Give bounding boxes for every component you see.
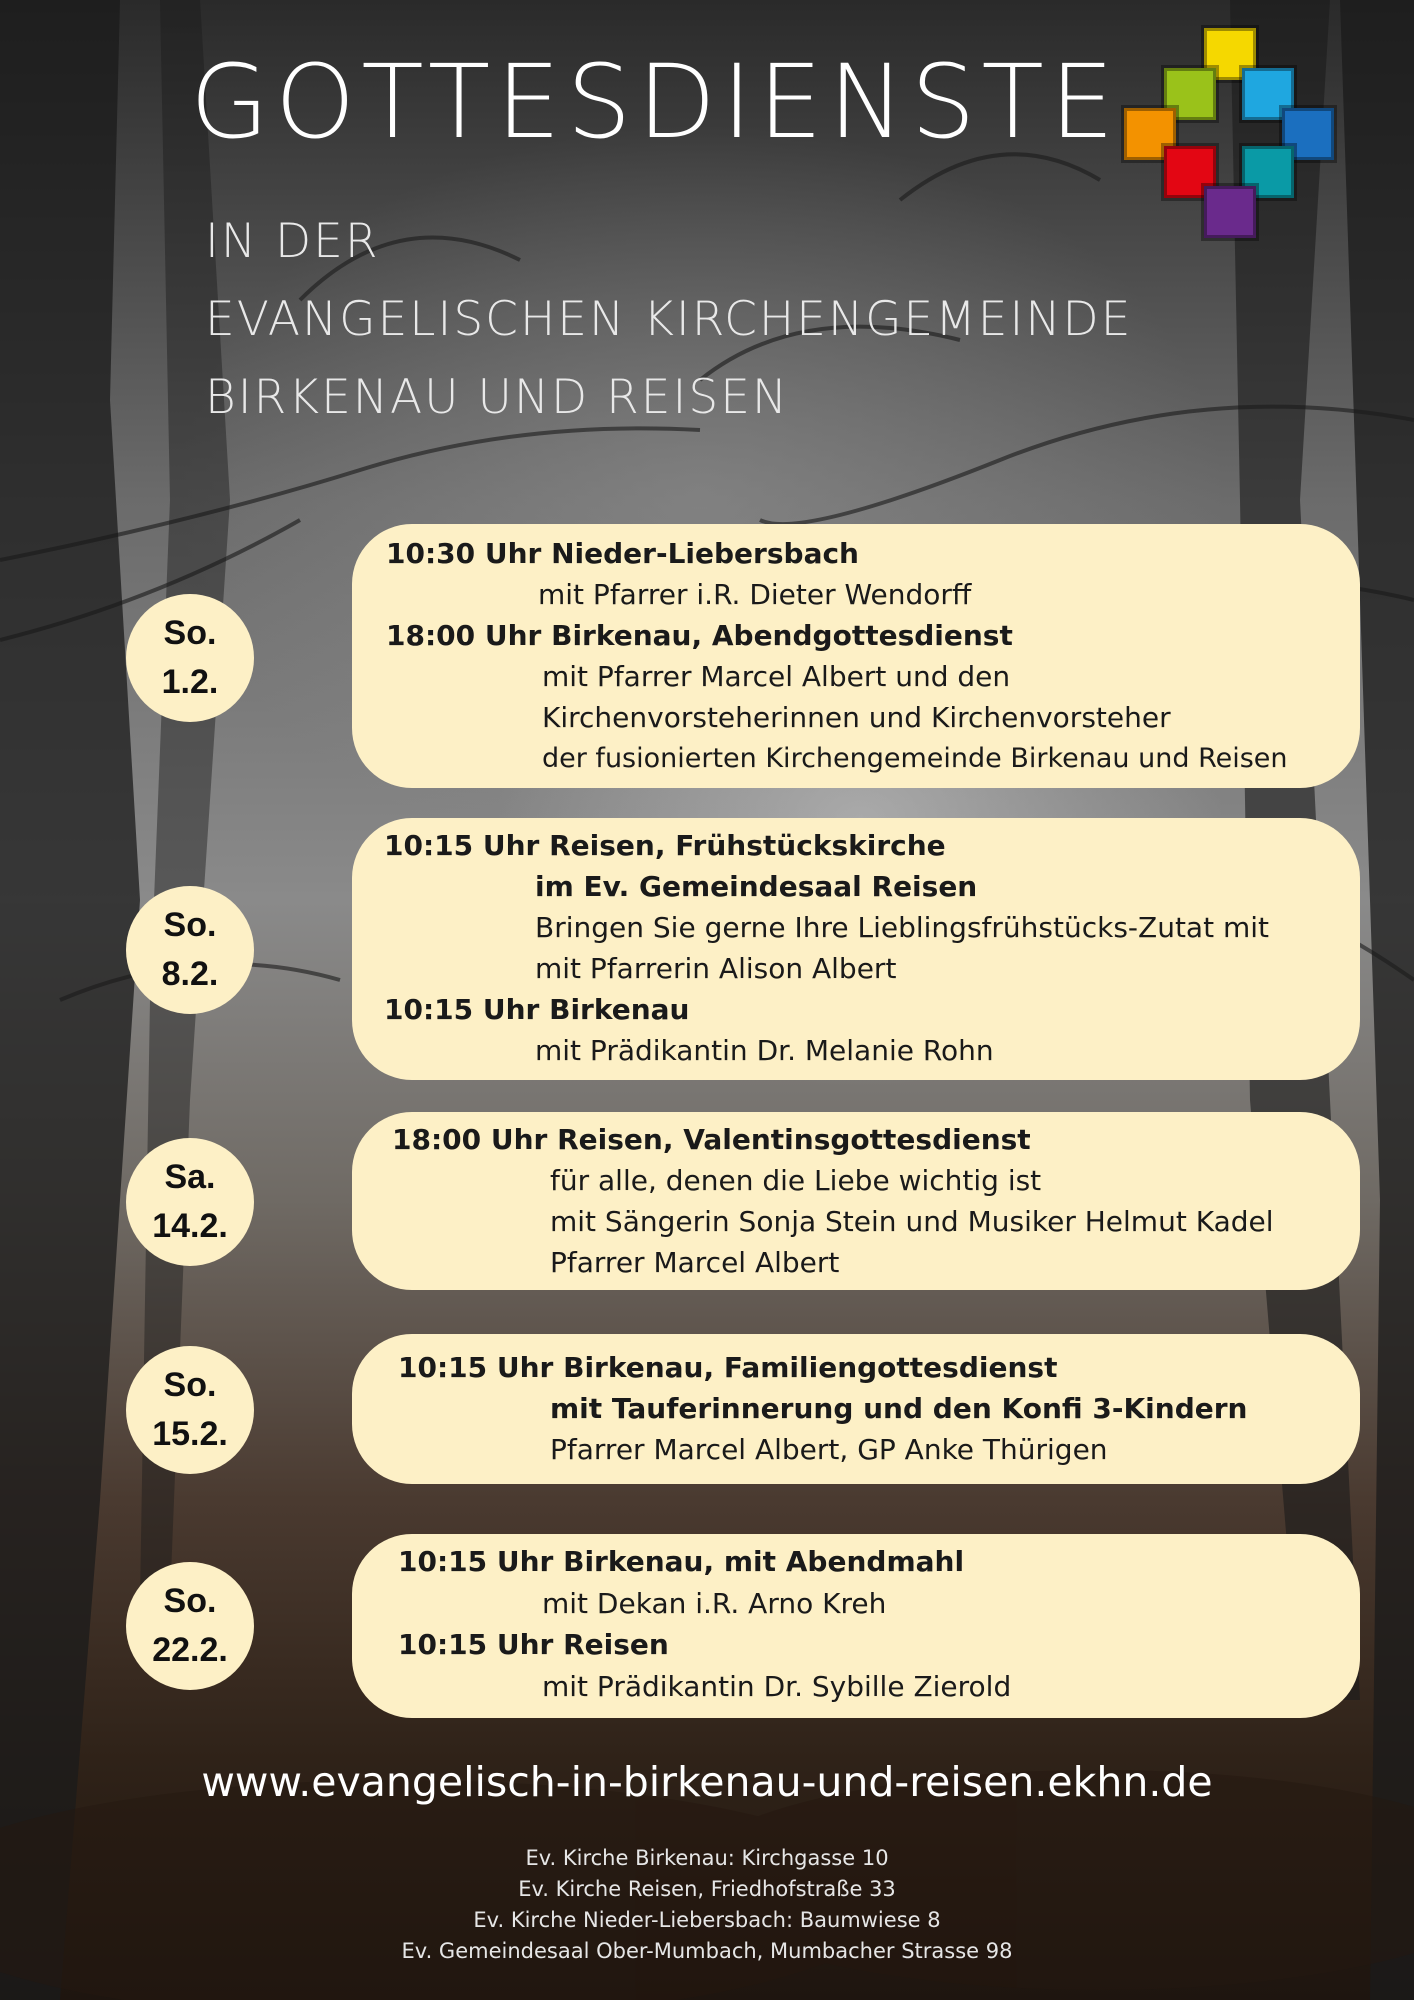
date-label: 22.2. bbox=[152, 1631, 228, 1669]
service-line: mit Tauferinnerung und den Konfi 3-Kindern bbox=[550, 1392, 1248, 1425]
website-link[interactable]: www.evangelisch-in-birkenau-und-reisen.ekhn.de bbox=[201, 1758, 1213, 1806]
service-line: 10:15 Uhr Reisen, Frühstückskirche bbox=[384, 829, 946, 862]
weekday-label: So. bbox=[163, 905, 217, 944]
service-line: im Ev. Gemeindesaal Reisen bbox=[535, 870, 978, 903]
service-line: 10:15 Uhr Birkenau bbox=[384, 993, 690, 1026]
service-line: 10:15 Uhr Reisen bbox=[398, 1628, 669, 1661]
service-box bbox=[352, 1334, 1360, 1484]
weekday-label: So. bbox=[163, 1365, 217, 1404]
date-label: 8.2. bbox=[161, 955, 219, 993]
service-line: 18:00 Uhr Birkenau, Abendgottesdienst bbox=[386, 619, 1013, 652]
service-box bbox=[352, 818, 1360, 1080]
date-badge bbox=[126, 886, 254, 1014]
page-title: GOTTESDIENSTE bbox=[190, 43, 1121, 162]
service-line: 10:15 Uhr Birkenau, Familiengottesdienst bbox=[398, 1351, 1058, 1384]
address-line: Ev. Kirche Reisen, Friedhofstraße 33 bbox=[518, 1877, 896, 1901]
date-badge bbox=[126, 1346, 254, 1474]
service-line: 10:15 Uhr Birkenau, mit Abendmahl bbox=[398, 1545, 965, 1578]
service-box bbox=[352, 1112, 1360, 1290]
service-line: mit Pfarrer Marcel Albert und den bbox=[542, 660, 1011, 693]
address-line: Ev. Gemeindesaal Ober-Mumbach, Mumbacher Strasse 98 bbox=[401, 1939, 1013, 1963]
subtitle-line-2: EVANGELISCHEN KIRCHENGEMEINDE bbox=[205, 292, 1133, 347]
service-line: 18:00 Uhr Reisen, Valentinsgottesdienst bbox=[392, 1123, 1031, 1156]
colored-squares-cross-logo bbox=[1118, 22, 1340, 244]
date-label: 14.2. bbox=[152, 1207, 228, 1245]
service-line: mit Sängerin Sonja Stein und Musiker Helmut Kadel bbox=[550, 1205, 1274, 1238]
service-box bbox=[352, 524, 1360, 788]
service-line: mit Pfarrerin Alison Albert bbox=[535, 952, 897, 985]
date-badge bbox=[126, 1138, 254, 1266]
service-line: Kirchenvorsteherinnen und Kirchenvorsteher bbox=[542, 701, 1171, 734]
service-line: mit Prädikantin Dr. Sybille Zierold bbox=[542, 1670, 1012, 1703]
service-line: für alle, denen die Liebe wichtig ist bbox=[550, 1164, 1042, 1197]
service-line: mit Dekan i.R. Arno Kreh bbox=[542, 1587, 887, 1620]
date-badge bbox=[126, 594, 254, 722]
address-line: Ev. Kirche Nieder-Liebersbach: Baumwiese 8 bbox=[473, 1908, 941, 1932]
service-box bbox=[352, 1534, 1360, 1718]
logo-square bbox=[1204, 186, 1256, 238]
subtitle-line-1: IN DER bbox=[205, 214, 380, 269]
service-line: mit Pfarrer i.R. Dieter Wendorff bbox=[538, 578, 972, 611]
date-badge bbox=[126, 1562, 254, 1690]
weekday-label: So. bbox=[163, 613, 217, 652]
date-label: 1.2. bbox=[161, 663, 219, 701]
service-line: der fusionierten Kirchengemeinde Birkenau und Reisen bbox=[542, 743, 1288, 774]
date-label: 15.2. bbox=[152, 1415, 228, 1453]
weekday-label: So. bbox=[163, 1581, 217, 1620]
service-line: Bringen Sie gerne Ihre Lieblingsfrühstücks-Zutat mit bbox=[535, 911, 1269, 944]
subtitle-line-3: BIRKENAU UND REISEN bbox=[205, 370, 790, 425]
service-line: mit Prädikantin Dr. Melanie Rohn bbox=[535, 1034, 994, 1067]
address-line: Ev. Kirche Birkenau: Kirchgasse 10 bbox=[525, 1846, 889, 1870]
service-line: Pfarrer Marcel Albert bbox=[550, 1246, 840, 1279]
service-line: 10:30 Uhr Nieder-Liebersbach bbox=[386, 537, 859, 570]
service-line: Pfarrer Marcel Albert, GP Anke Thürigen bbox=[550, 1433, 1108, 1466]
weekday-label: Sa. bbox=[164, 1157, 216, 1196]
